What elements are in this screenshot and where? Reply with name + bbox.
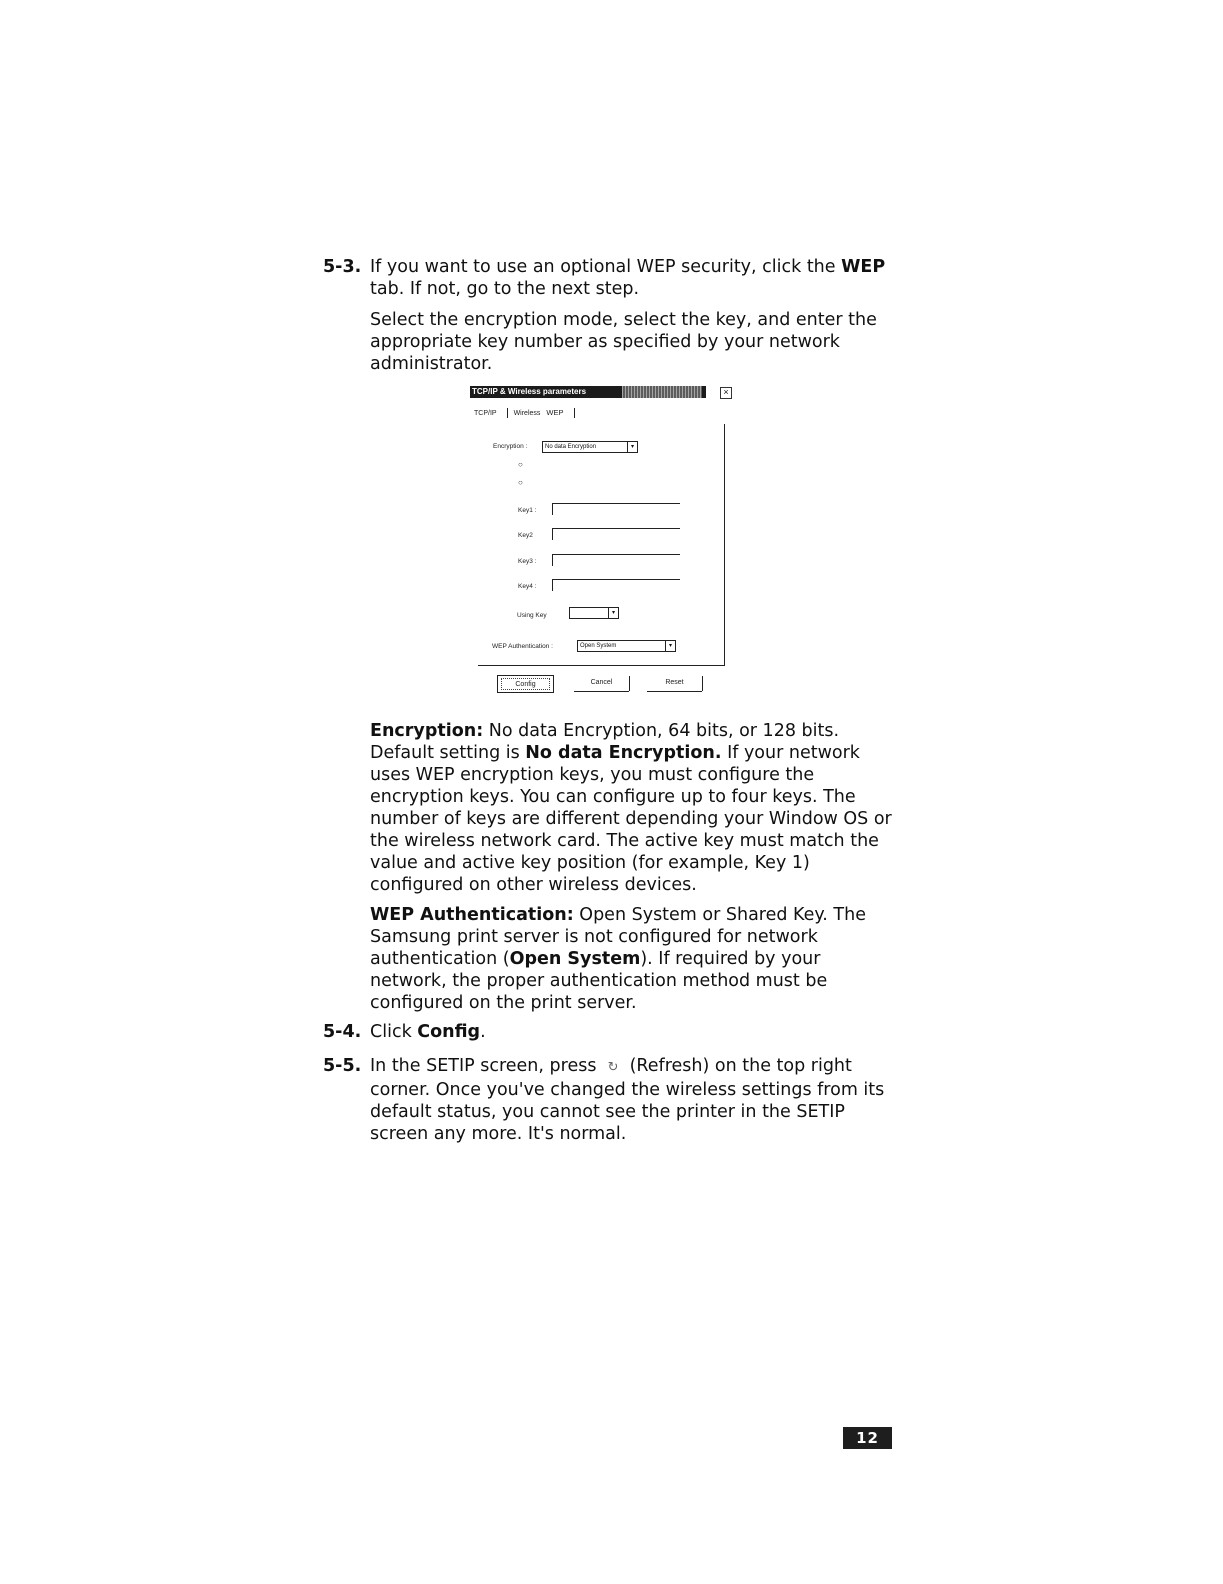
- step-number: 5-3.: [323, 257, 362, 277]
- key2-input[interactable]: [552, 528, 680, 529]
- chevron-down-icon: ▾: [627, 442, 637, 452]
- dialog-title: TCP/IP & Wireless parameters: [472, 387, 587, 396]
- key1-input[interactable]: [552, 503, 680, 504]
- wep-authentication-select[interactable]: Open System ▾: [577, 640, 676, 652]
- dialog-titlebar: [470, 386, 706, 398]
- radio-option[interactable]: ○: [518, 478, 523, 487]
- config-button[interactable]: Config: [497, 675, 554, 693]
- using-key-label: Using Key: [517, 612, 547, 619]
- refresh-icon: ↻: [607, 1060, 619, 1075]
- step-number: 5-5.: [323, 1056, 362, 1076]
- encryption-label: Encryption :: [493, 443, 528, 450]
- step-5-5: 5-5. In the SETIP screen, press ↻ (Refresh) on the top right corner. Once you've changed the wireless settings from its default status, you cannot see the printer in the SETIP screen any more. It's normal.: [323, 1056, 885, 1144]
- key2-label: Key2: [518, 532, 533, 539]
- cancel-button[interactable]: Cancel: [590, 679, 613, 686]
- encryption-select[interactable]: No data Encryption ▾: [542, 441, 638, 453]
- encryption-description: Encryption: No data Encryption, 64 bits, or 128 bits. Default setting is No data Encryption. If your network uses WEP encryption keys, you must configure the encryption keys. You can configure up to four keys. The number of keys are different depending your Window OS or the wireless network card. The active key must match the value and active key position (for example, Key 1) configured on other wireless devices.: [370, 721, 892, 895]
- tab-wireless[interactable]: Wireless: [513, 410, 541, 417]
- step-instruction: Select the encryption mode, select the key, and enter the appropriate key number as specified by your network administrator.: [370, 310, 877, 374]
- key1-label: Key1 :: [518, 507, 537, 514]
- step-5-4: 5-4. Click Config.: [323, 1022, 486, 1042]
- chevron-down-icon: ▾: [608, 608, 618, 618]
- dialog-tabs: [474, 408, 581, 418]
- wep-authentication-description: WEP Authentication: Open System or Shared Key. The Samsung print server is not configured for network authentication (Open System). If required by your network, the proper authentication method must be configured on the print server.: [370, 905, 866, 1013]
- key4-input[interactable]: [552, 579, 680, 580]
- reset-button[interactable]: Reset: [665, 679, 684, 686]
- encryption-term: Encryption:: [370, 721, 484, 741]
- tab-tcpip[interactable]: TCP/IP: [474, 410, 497, 417]
- radio-option[interactable]: ○: [518, 460, 523, 469]
- tab-wep[interactable]: WEP: [546, 408, 564, 417]
- step-5-3: [323, 256, 893, 375]
- key3-input[interactable]: [552, 554, 680, 555]
- wep-authentication-term: WEP Authentication:: [370, 905, 574, 925]
- key4-label: Key4 :: [518, 583, 537, 590]
- chevron-down-icon: ▾: [665, 641, 675, 651]
- using-key-select[interactable]: [569, 607, 619, 619]
- step-intro: If you want to use an optional WEP security, click the WEP tab. If not, go to the next step.: [370, 257, 886, 299]
- step-number: 5-4.: [323, 1022, 362, 1042]
- wep-authentication-label: WEP Authentication :: [492, 643, 553, 650]
- wep-settings-dialog: [470, 386, 734, 706]
- key3-label: Key3 :: [518, 558, 537, 565]
- page-number: 12: [843, 1427, 892, 1449]
- close-icon[interactable]: ×: [720, 387, 732, 399]
